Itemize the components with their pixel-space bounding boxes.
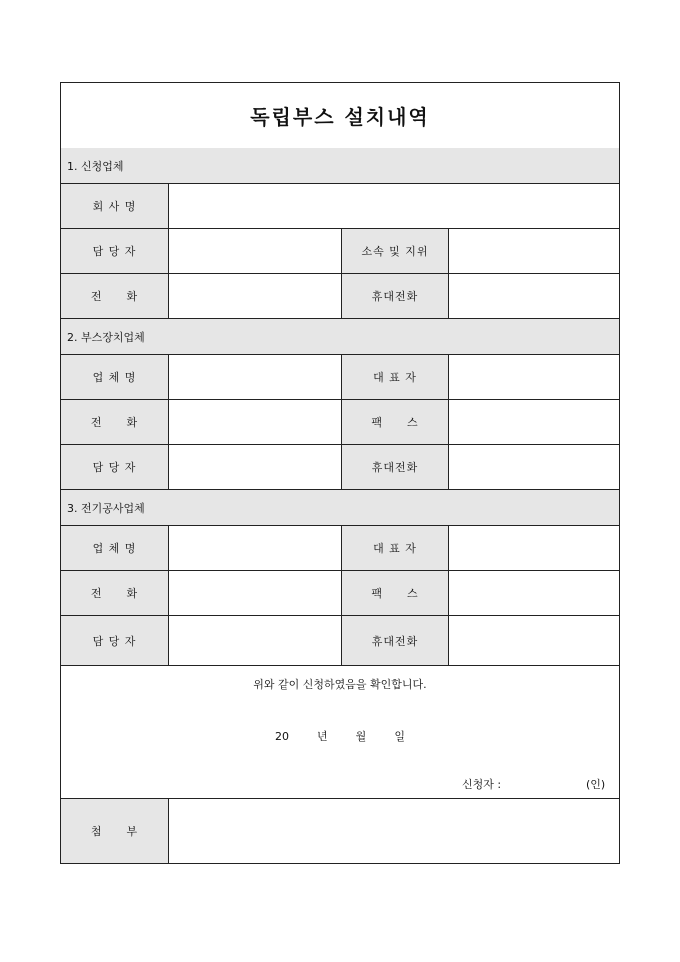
label-attachment: 첨 부 xyxy=(61,799,169,863)
label-manager: 담 당 자 xyxy=(61,229,169,273)
day-label: 일 xyxy=(394,730,405,743)
seal-label: (인) xyxy=(586,778,606,791)
section-header-electrical-contractor: 3. 전기공사업체 xyxy=(61,490,619,526)
label-elec-company-name: 업 체 명 xyxy=(61,526,169,570)
label-company-name: 회 사 명 xyxy=(61,184,169,228)
field-booth-mobile[interactable] xyxy=(449,445,619,489)
form-title: 독립부스 설치내역 xyxy=(61,83,619,149)
section-header-booth-contractor: 2. 부스장치업체 xyxy=(61,319,619,355)
field-booth-representative[interactable] xyxy=(449,355,619,399)
field-elec-mobile[interactable] xyxy=(449,616,619,665)
label-elec-phone: 전 화 xyxy=(61,571,169,615)
field-attachment[interactable] xyxy=(169,799,619,863)
field-elec-company-name[interactable] xyxy=(169,526,341,570)
label-booth-fax: 팩 스 xyxy=(341,400,449,444)
row-phone xyxy=(61,274,619,319)
label-mobile: 휴대전화 xyxy=(341,274,449,318)
row-elec-company xyxy=(61,526,619,571)
confirmation-block xyxy=(61,666,619,799)
month-label: 월 xyxy=(355,730,367,743)
row-booth-manager xyxy=(61,445,619,490)
label-elec-fax: 팩 스 xyxy=(341,571,449,615)
field-mobile[interactable] xyxy=(449,274,619,318)
label-dept-position: 소속 및 지위 xyxy=(341,229,449,273)
field-elec-phone[interactable] xyxy=(169,571,341,615)
label-elec-mobile: 휴대전화 xyxy=(341,616,449,665)
application-form xyxy=(60,82,620,864)
row-elec-manager xyxy=(61,616,619,666)
label-elec-manager: 담 당 자 xyxy=(61,616,169,665)
field-company-name[interactable] xyxy=(169,184,619,228)
year-prefix[interactable]: 20 xyxy=(275,730,290,743)
date-line xyxy=(61,728,619,744)
year-label: 년 xyxy=(317,730,328,743)
label-booth-manager: 담 당 자 xyxy=(61,445,169,489)
applicant-label: 신청자 : xyxy=(462,778,502,791)
confirmation-statement: 위와 같이 신청하였음을 확인합니다. xyxy=(253,678,427,691)
label-booth-representative: 대 표 자 xyxy=(341,355,449,399)
field-booth-fax[interactable] xyxy=(449,400,619,444)
field-phone[interactable] xyxy=(169,274,341,318)
row-elec-phone xyxy=(61,571,619,616)
label-elec-representative: 대 표 자 xyxy=(341,526,449,570)
section-header-applicant: 1. 신청업체 xyxy=(61,148,619,184)
label-booth-company-name: 업 체 명 xyxy=(61,355,169,399)
row-manager xyxy=(61,229,619,274)
field-booth-manager[interactable] xyxy=(169,445,341,489)
field-booth-company-name[interactable] xyxy=(169,355,341,399)
field-elec-manager[interactable] xyxy=(169,616,341,665)
row-attachment xyxy=(61,799,619,863)
label-booth-mobile: 휴대전화 xyxy=(341,445,449,489)
field-elec-fax[interactable] xyxy=(449,571,619,615)
row-company-name xyxy=(61,184,619,229)
field-manager[interactable] xyxy=(169,229,341,273)
field-dept-position[interactable] xyxy=(449,229,619,273)
label-booth-phone: 전 화 xyxy=(61,400,169,444)
row-booth-company xyxy=(61,355,619,400)
field-booth-phone[interactable] xyxy=(169,400,341,444)
row-booth-phone xyxy=(61,400,619,445)
field-elec-representative[interactable] xyxy=(449,526,619,570)
label-phone: 전 화 xyxy=(61,274,169,318)
